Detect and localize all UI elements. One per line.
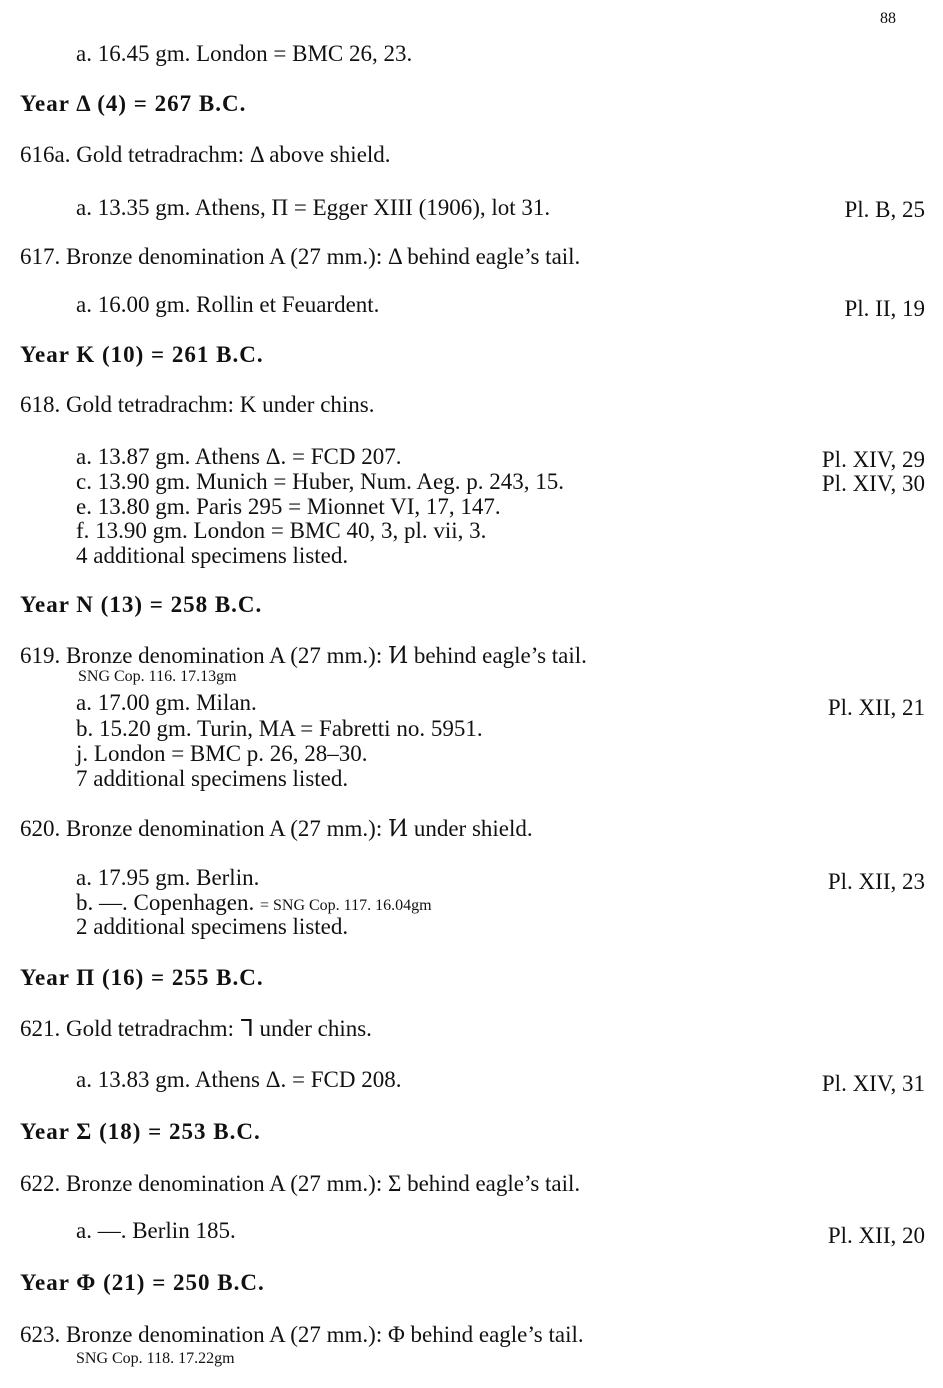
year-heading: Year Σ (18) = 253 B.C.: [20, 1119, 261, 1144]
specimen-line: a. 13.87 gm. Athens Δ. = FCD 207.: [76, 444, 402, 469]
catalog-entry: 621. Gold tetradrachm: ᒣ under chins.: [20, 1016, 372, 1041]
plate-reference: Pl. XII, 20: [827, 1223, 925, 1248]
specimen-line: a. 13.35 gm. Athens, Π = Egger XIII (1906), lot 31.: [76, 195, 551, 220]
specimen-text: b. —. Copenhagen.: [76, 890, 255, 915]
additional-specimens: 4 additional specimens listed.: [76, 543, 349, 568]
specimen-line: a. 16.45 gm. London = BMC 26, 23.: [76, 41, 413, 66]
year-heading: Year Π (16) = 255 B.C.: [20, 965, 264, 990]
catalog-entry: 618. Gold tetradrachm: K under chins.: [20, 392, 375, 417]
plate-reference: Pl. B, 25: [844, 197, 925, 222]
catalog-entry: 623. Bronze denomination A (27 mm.): Φ behind eagle’s tail.: [20, 1322, 584, 1347]
year-heading: Year N (13) = 258 B.C.: [20, 592, 263, 617]
year-heading: Year Φ (21) = 250 B.C.: [20, 1270, 265, 1295]
specimen-line: a. —. Berlin 185.: [76, 1218, 236, 1243]
specimen-line: a. 13.83 gm. Athens Δ. = FCD 208.: [76, 1067, 402, 1092]
specimen-line: a. 17.95 gm. Berlin.: [76, 865, 260, 890]
specimen-line: a. 16.00 gm. Rollin et Feuardent.: [76, 292, 380, 317]
annotation: SNG Cop. 118. 17.22gm: [76, 1350, 235, 1367]
year-heading: Year Δ (4) = 267 B.C.: [20, 91, 247, 116]
specimen-line: f. 13.90 gm. London = BMC 40, 3, pl. vii, 3.: [76, 518, 487, 543]
plate-reference: Pl. XIV, 30: [821, 471, 925, 496]
year-heading: Year K (10) = 261 B.C.: [20, 342, 264, 367]
annotation: SNG Cop. 116. 17.13gm: [78, 668, 237, 685]
catalog-entry: 622. Bronze denomination A (27 mm.): Σ behind eagle’s tail.: [20, 1171, 581, 1196]
plate-reference: Pl. XIV, 31: [821, 1071, 925, 1096]
catalog-entry: 617. Bronze denomination A (27 mm.): Δ behind eagle’s tail.: [20, 244, 581, 269]
catalog-entry: 620. Bronze denomination A (27 mm.): Ͷ under shield.: [20, 816, 533, 841]
specimen-line: c. 13.90 gm. Munich = Huber, Num. Aeg. p. 243, 15.: [76, 469, 564, 494]
specimen-line: a. 17.00 gm. Milan.: [76, 690, 257, 715]
plate-reference: Pl. XIV, 29: [821, 447, 925, 472]
plate-reference: Pl. XII, 21: [827, 695, 925, 720]
specimen-line: b. 15.20 gm. Turin, MA = Fabretti no. 5951.: [76, 716, 483, 741]
specimen-line: j. London = BMC p. 26, 28–30.: [76, 741, 368, 766]
plate-reference: Pl. II, 19: [844, 296, 925, 321]
additional-specimens: 7 additional specimens listed.: [76, 766, 349, 791]
plate-reference: Pl. XII, 23: [827, 869, 925, 894]
page-number: 88: [880, 10, 896, 27]
catalog-entry: 616a. Gold tetradrachm: Δ above shield.: [20, 142, 391, 167]
catalog-entry: 619. Bronze denomination A (27 mm.): Ͷ behind eagle’s tail.: [20, 643, 587, 668]
annotation: = SNG Cop. 117. 16.04gm: [259, 897, 432, 914]
specimen-line: e. 13.80 gm. Paris 295 = Mionnet VI, 17, 147.: [76, 494, 501, 519]
additional-specimens: 2 additional specimens listed.: [76, 914, 349, 939]
